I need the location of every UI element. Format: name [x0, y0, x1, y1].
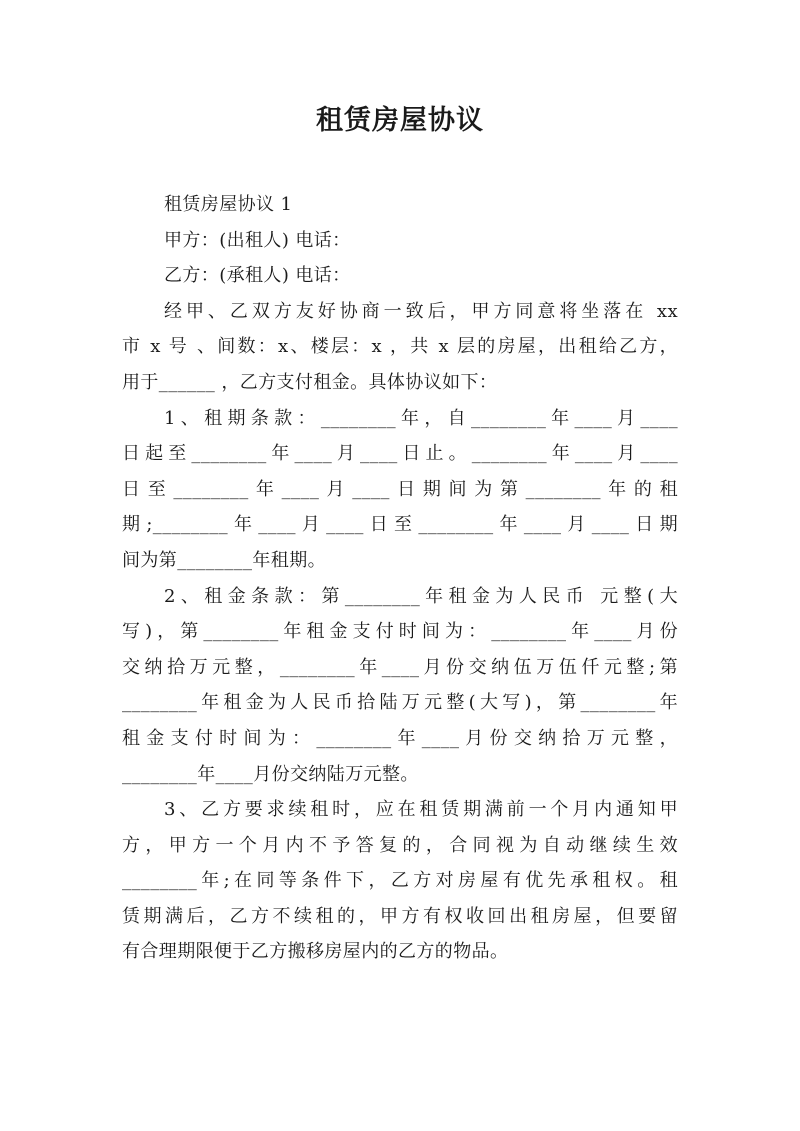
clause-2-line: ________年____月份交纳陆万元整。: [122, 763, 419, 785]
clause-1-line: 期;________年____月____日至________年____月____日期: [122, 514, 678, 536]
clause-3-line: 有合理期限便于乙方搬移房屋内的乙方的物品。: [122, 941, 509, 963]
clause-3-line: 方，甲方一个月内不予答复的，合同视为自动继续生效: [122, 834, 678, 856]
party-a-line: 甲方：(出租人) 电话：: [164, 229, 351, 251]
document-body: [122, 187, 678, 970]
clause-2-line: 2、租金条款：第________年租金为人民币 元整(大: [164, 585, 678, 607]
intro-line: 市 x 号 、间数：x、楼层：x ，共 x 层的房屋，出租给乙方，: [122, 336, 678, 358]
party-b-line: 乙方：(承租人) 电话：: [164, 265, 351, 287]
document-title: 租赁房屋协议: [316, 105, 484, 136]
clause-2-line: 租金支付时间为：________年____月份交纳拾万元整，: [122, 727, 678, 749]
intro-line: 用于______ ，乙方支付租金。具体协议如下：: [122, 371, 498, 393]
clause-1-line: 间为第________年租期。: [122, 549, 326, 571]
clause-3-line: 赁期满后，乙方不续租的，甲方有权收回出租房屋，但要留: [122, 905, 678, 927]
clause-1-line: 1、租期条款：________年，自________年____月____: [164, 407, 678, 429]
agreement-heading: 租赁房屋协议 1: [164, 194, 293, 215]
clause-1-line: 日至________年____月____日期间为第________年的租: [122, 478, 678, 500]
clause-3-line: 3、乙方要求续租时，应在租赁期满前一个月内通知甲: [164, 799, 678, 821]
clause-2-line: 交纳拾万元整，________年____月份交纳伍万伍仟元整;第: [122, 656, 678, 678]
clause-2-line: 写)，第________年租金支付时间为：________年____月份: [122, 621, 678, 643]
intro-line: 经甲、乙双方友好协商一致后，甲方同意将坐落在 xx: [164, 300, 678, 322]
clause-3-line: ________年;在同等条件下，乙方对房屋有优先承租权。租: [122, 870, 678, 892]
clause-1-line: 日起至________年____月____日止。________年____月____: [122, 443, 678, 465]
clause-2-line: ________年租金为人民币拾陆万元整(大写)，第________年: [122, 692, 678, 714]
